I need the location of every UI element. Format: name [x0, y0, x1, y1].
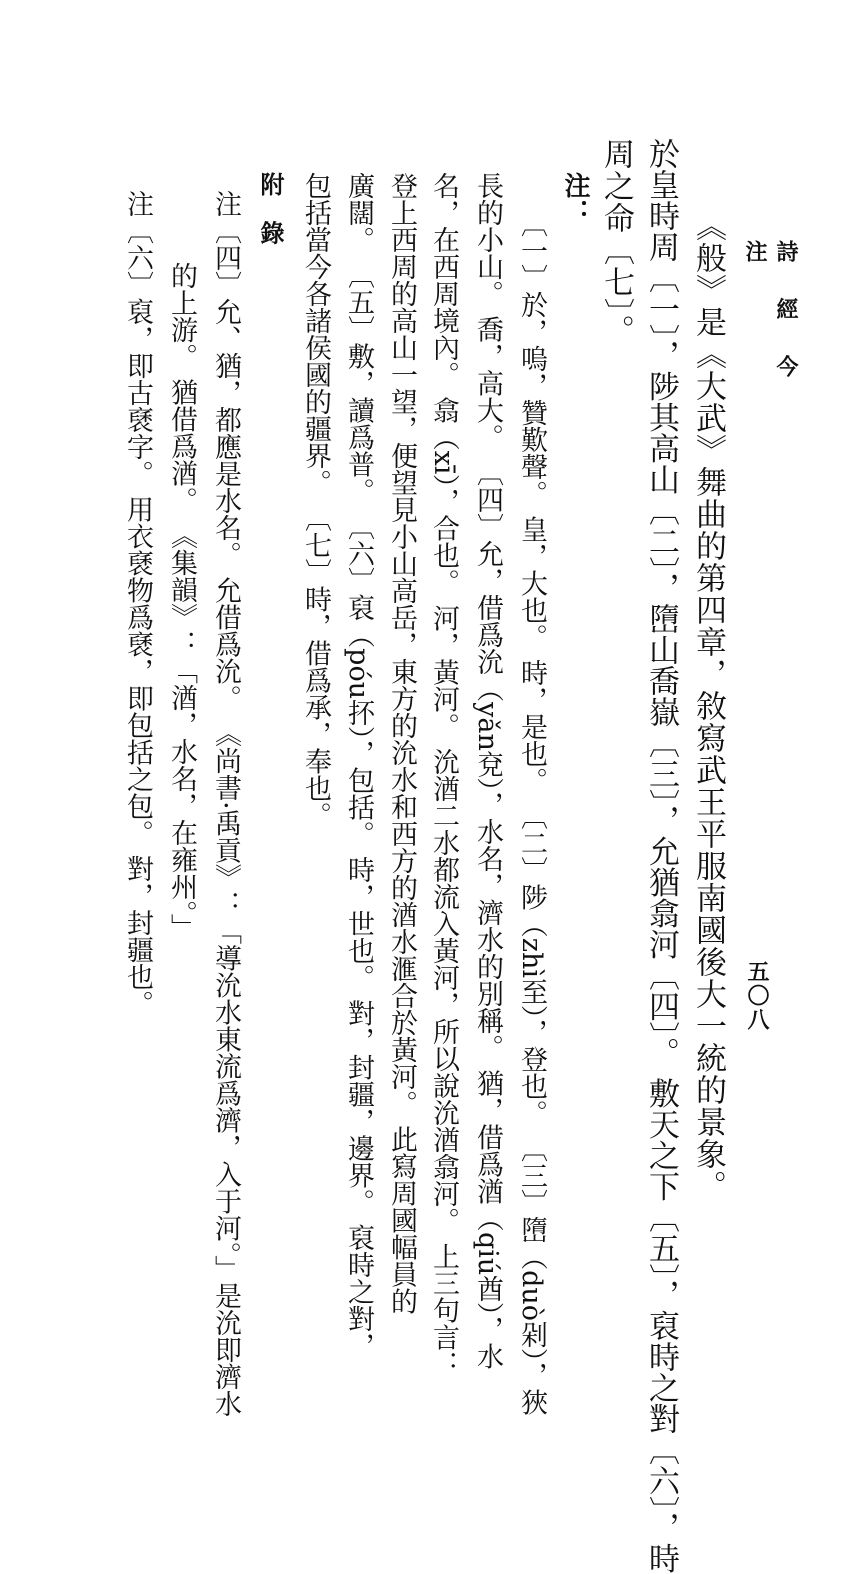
note-line: 廣闊。 〔五〕敷，讀爲普。 〔六〕裒（póu抔），包括。 時，世也。 對，封疆，邊界。 裒時之對，	[343, 172, 374, 1360]
running-header-title: 詩 經 今 注	[742, 240, 799, 392]
note-line: 登上西周的高山一望，便望見小山高岳，東方的沇水和西方的湭水滙合於黃河。 此寫周國幅員的	[386, 172, 417, 1315]
poem-intro: 《般》是《大武》舞曲的第四章，敘寫武王平服南國後大一統的景象。	[690, 210, 726, 1202]
poem-line: 於皇時周〔一〕，陟其高山〔二〕，嶞山喬嶽〔三〕，允猶翕河〔四〕。 敷天之下〔五〕，裒時之對〔六〕，時	[643, 138, 679, 1574]
appendix-line: 注〔六〕裒，即古褎字。 用衣褎物爲褎，即包括之包。 對，封疆也。	[122, 190, 153, 1018]
appendix-line: 的上游。 猶借爲湭。 《集韻》：「湭，水名，在雍州。」	[166, 262, 197, 941]
note-line: 長的小山。 喬，高大。 〔四〕允，借爲沇（yǎn兗），水名，濟水的別稱。 猶，借爲湭（qiú酋），水	[472, 172, 503, 1370]
notes-heading: 注：	[560, 172, 590, 226]
poem-line-end: 周之命〔七〕。	[598, 138, 634, 347]
appendix-line: 注〔四〕允、猶，都應是水名。 允借爲沇。 《尚書·禹貢》：「導沇水東流爲濟，入于河。」是沇即濟水	[210, 190, 241, 1418]
note-line: 包括當今各諸侯國的疆界。 〔七〕時，借爲承，奉也。	[300, 172, 331, 829]
note-line: 名，在西周境內。 翕（xī），合也。 河，黃河。 沇湭二水都流入黃河，所以說沇湭翕河。 上三句言：	[428, 172, 459, 1378]
page-number: 五〇八	[744, 960, 770, 1032]
note-line: 〔一〕於，嗚，贊歎聲。 皇，大也。 時，是也。 〔二〕陟（zhì至），登也。 〔三〕嶞（duò剁），狹	[516, 210, 547, 1416]
appendix-heading: 附 錄	[256, 172, 285, 253]
